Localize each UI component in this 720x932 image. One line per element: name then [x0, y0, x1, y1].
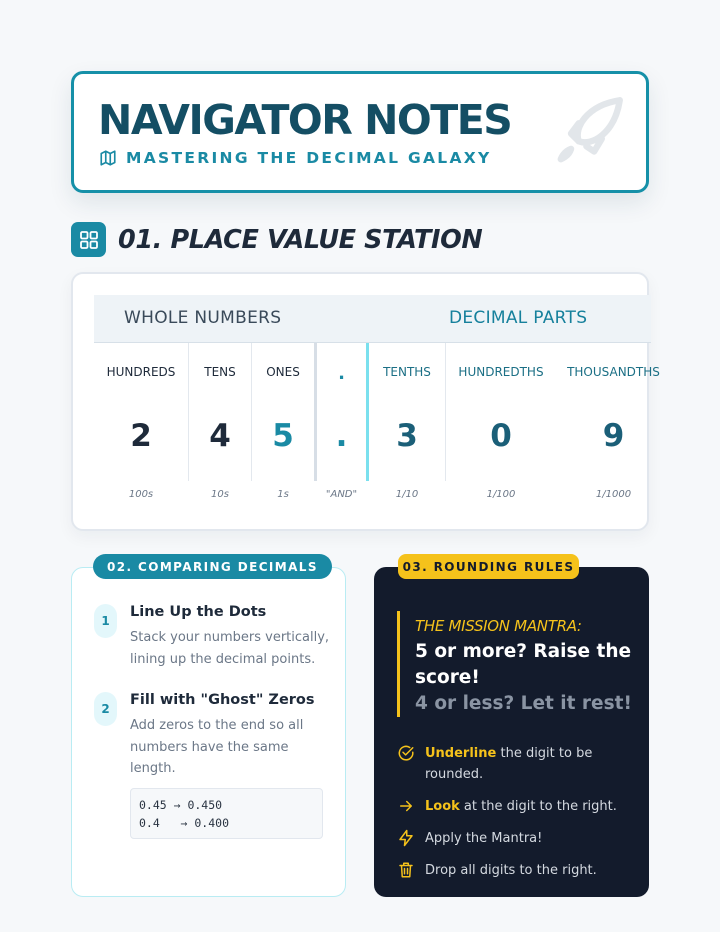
page-subtitle [98, 149, 492, 167]
step-body: Add zeros to the end so all numbers have the same length. [130, 718, 304, 776]
column-name: TENTHS [383, 365, 431, 379]
rule-item [397, 796, 627, 817]
column-hundreds [94, 343, 188, 500]
rule-item [397, 828, 627, 849]
column-name: . [338, 363, 345, 384]
mantra-line-up: 5 or more? Raise the score! [415, 641, 632, 688]
check-circle-icon [397, 744, 415, 762]
place-value-group-header [94, 295, 651, 343]
column-thousandths [556, 343, 671, 500]
subtitle-text: MASTERING THE DECIMAL GALAXY [126, 149, 492, 167]
comparing-decimals-label: 02. COMPARING DECIMALS [93, 554, 332, 579]
header-card [71, 71, 649, 193]
rule-highlight: Underline [425, 746, 497, 761]
step-title: Line Up the Dots [130, 604, 267, 620]
column-name: HUNDREDS [106, 365, 176, 379]
trash-icon [397, 861, 415, 879]
place-value-table [71, 272, 660, 531]
column-name: TENS [204, 365, 236, 379]
step-number: 1 [94, 604, 117, 638]
digit: 3 [396, 418, 418, 454]
rounding-rules-label: 03. ROUNDING RULES [398, 554, 579, 579]
rule-highlight: Look [425, 799, 460, 814]
rule-detail: the digit to be rounded. [425, 746, 593, 782]
column-name: HUNDREDTHS [458, 365, 544, 379]
column-ones [252, 343, 314, 500]
section-title: 01. PLACE VALUE STATION [118, 224, 483, 255]
column-unit: 1/10 [395, 489, 419, 500]
group-decimal-parts: DECIMAL PARTS [449, 308, 588, 328]
digit: 5 [272, 418, 294, 454]
section-place-value-heading [71, 222, 482, 257]
map-icon [98, 149, 118, 167]
arrow-right-icon [397, 797, 415, 815]
comparing-decimals-card [71, 567, 346, 897]
rule-text [425, 828, 542, 849]
rule-detail: Drop all digits to the right. [425, 863, 597, 878]
column-unit: 10s [211, 489, 229, 500]
column-unit: "AND" [325, 489, 358, 500]
rule-detail: at the digit to the right. [459, 799, 617, 814]
mantra-label: THE MISSION MANTRA: [415, 617, 582, 635]
digit: 2 [130, 418, 152, 454]
digit: . [335, 418, 348, 454]
digit: 9 [602, 418, 625, 454]
step-body: Stack your numbers vertically, lining up the decimal points. [130, 630, 330, 667]
page-title: NAVIGATOR NOTES [98, 96, 512, 144]
column-unit: 100s [128, 489, 154, 500]
rule-item [397, 743, 627, 785]
rule-text [425, 796, 617, 817]
step-number: 2 [94, 692, 117, 726]
group-whole-numbers: WHOLE NUMBERS [124, 308, 282, 328]
digit: 4 [209, 418, 231, 454]
rule-text [425, 743, 627, 785]
rule-item [397, 860, 627, 881]
mission-mantra [397, 611, 637, 717]
code-example: 0.45 → 0.450 0.4 → 0.400 [130, 788, 323, 839]
rounding-rules-card [374, 559, 649, 897]
column-name: ONES [266, 365, 300, 379]
column-unit: 1s [277, 489, 289, 500]
column-decimal-point [317, 343, 366, 500]
digit: 0 [490, 418, 512, 454]
lightning-icon [397, 829, 415, 847]
column-unit: 1/100 [486, 489, 516, 500]
rule-detail: Apply the Mantra! [425, 831, 543, 846]
column-tens [189, 343, 251, 500]
column-name: THOUSANDTHS [567, 365, 660, 379]
rocket-icon [548, 90, 630, 172]
rule-text [425, 860, 597, 881]
step-title: Fill with "Ghost" Zeros [130, 692, 315, 708]
column-unit: 1/1000 [595, 489, 632, 500]
mantra-line-down: 4 or less? Let it rest! [415, 693, 632, 714]
column-tenths [369, 343, 445, 500]
grid-icon [71, 222, 106, 257]
column-hundredths [446, 343, 556, 500]
